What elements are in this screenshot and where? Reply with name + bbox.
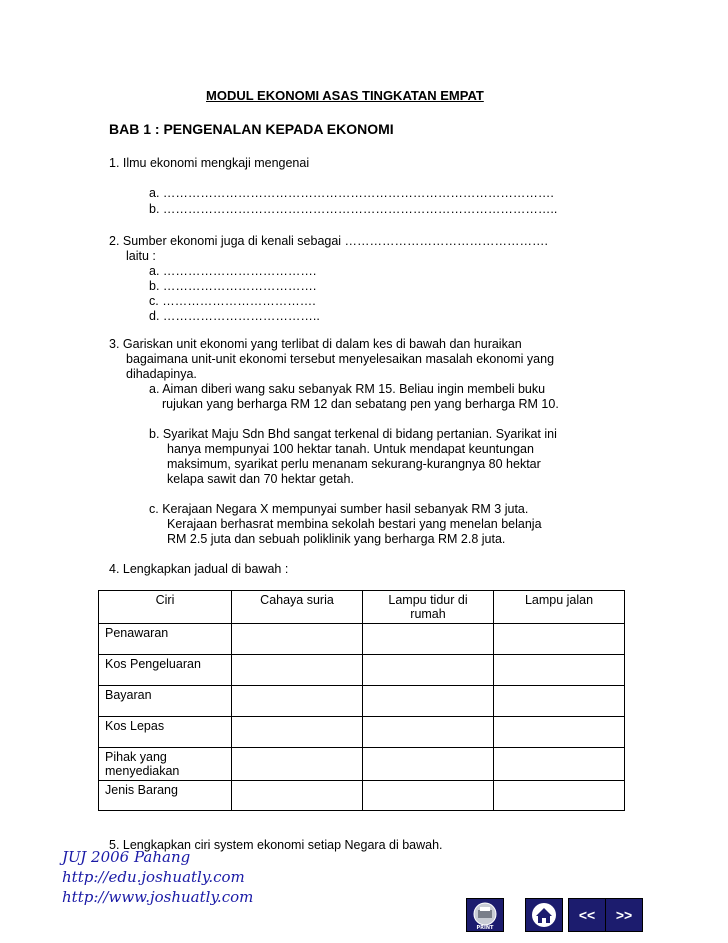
header-lampu-tidur bbox=[363, 591, 494, 624]
table-cell[interactable] bbox=[363, 717, 494, 748]
q2-answer-a: a. ………………………………. bbox=[149, 264, 317, 278]
characteristics-table bbox=[98, 590, 625, 811]
q3-case-b-line1: b. Syarikat Maju Sdn Bhd sangat terkenal di bidang pertanian. Syarikat ini bbox=[149, 427, 557, 441]
q3-case-a-line1: a. Aiman diberi wang saku sebanyak RM 15. Beliau ingin membeli buku bbox=[149, 382, 546, 396]
table-cell[interactable] bbox=[232, 655, 363, 686]
table-cell[interactable] bbox=[363, 781, 494, 811]
q3-case-b-line3: maksimum, syarikat perlu menanam sekurang-kurangnya 80 hektar bbox=[167, 457, 541, 471]
row-label: Kos Pengeluaran bbox=[99, 655, 232, 686]
page-title: MODUL EKONOMI ASAS TINGKATAN EMPAT bbox=[206, 88, 484, 103]
table-cell[interactable] bbox=[232, 781, 363, 811]
q2-answer-c: c. ………………………………. bbox=[149, 294, 316, 308]
table-cell[interactable] bbox=[232, 748, 363, 781]
table-row bbox=[99, 686, 625, 717]
q3-case-b-line2: hanya mempunyai 100 hektar tanah. Untuk mendapat keuntungan bbox=[167, 442, 534, 456]
question-3: 3. Gariskan unit ekonomi yang terlibat di dalam kes di bawah dan huraikan bbox=[109, 337, 522, 351]
question-2: 2. Sumber ekonomi juga di kenali sebagai …………………………………………. bbox=[109, 234, 549, 248]
q2-answer-b: b. ………………………………. bbox=[149, 279, 317, 293]
table-cell[interactable] bbox=[363, 686, 494, 717]
question-3-line2: bagaimana unit-unit ekonomi tersebut menyelesaikan masalah ekonomi yang bbox=[126, 352, 555, 366]
table-row bbox=[99, 748, 625, 781]
table-row bbox=[99, 781, 625, 811]
row-label: Kos Lepas bbox=[99, 717, 232, 748]
q3-case-c-line2: Kerajaan berhasrat membina sekolah bestari yang menelan belanja bbox=[167, 517, 542, 531]
q2-answer-d: d. ……………………………….. bbox=[149, 309, 320, 323]
chapter-heading: BAB 1 : PENGENALAN KEPADA EKONOMI bbox=[109, 121, 394, 137]
home-icon bbox=[526, 899, 562, 931]
row-label: Jenis Barang bbox=[99, 781, 232, 811]
q3-case-a-line2: rujukan yang berharga RM 12 dan sebatang pen yang berharga RM 10. bbox=[162, 397, 559, 411]
table-header-row bbox=[99, 591, 625, 624]
q3-case-b-line4: kelapa sawit dan 70 hektar getah. bbox=[167, 472, 354, 486]
home-button[interactable] bbox=[525, 898, 563, 932]
question-5: 5. Lengkapkan ciri system ekonomi setiap Negara di bawah. bbox=[109, 838, 443, 852]
table-row bbox=[99, 624, 625, 655]
footer-source: JUJ 2006 Pahang bbox=[62, 848, 191, 866]
header-cahaya-suria: Cahaya suria bbox=[232, 591, 363, 624]
table-cell[interactable] bbox=[494, 655, 625, 686]
footer-link-www[interactable]: http://www.joshuatly.com bbox=[62, 888, 254, 906]
next-page-button[interactable]: >> bbox=[605, 898, 643, 932]
table-cell[interactable] bbox=[363, 748, 494, 781]
header-lampu-jalan: Lampu jalan bbox=[494, 591, 625, 624]
question-3-line3: dihadapinya. bbox=[126, 367, 197, 381]
table-cell[interactable] bbox=[494, 624, 625, 655]
prev-page-button[interactable]: << bbox=[568, 898, 606, 932]
table-cell[interactable] bbox=[232, 624, 363, 655]
table-cell[interactable] bbox=[494, 748, 625, 781]
row-label bbox=[99, 748, 232, 781]
table-row bbox=[99, 655, 625, 686]
q1-answer-a: a. …………………………………………………………………………………. bbox=[149, 186, 554, 200]
table-cell[interactable] bbox=[494, 686, 625, 717]
row-label: Penawaran bbox=[99, 624, 232, 655]
table-row bbox=[99, 717, 625, 748]
question-1: 1. Ilmu ekonomi mengkaji mengenai bbox=[109, 156, 310, 170]
question-2-line2: laitu : bbox=[126, 249, 156, 263]
q1-answer-b: b. ………………………………………………………………………………….. bbox=[149, 202, 558, 216]
table-cell[interactable] bbox=[363, 624, 494, 655]
table-cell[interactable] bbox=[494, 781, 625, 811]
q3-case-c-line3: RM 2.5 juta dan sebuah poliklinik yang berharga RM 2.8 juta. bbox=[167, 532, 506, 546]
table-cell[interactable] bbox=[232, 686, 363, 717]
question-4: 4. Lengkapkan jadual di bawah : bbox=[109, 562, 289, 576]
footer-link-edu[interactable]: http://edu.joshuatly.com bbox=[62, 868, 245, 886]
q3-case-c-line1: c. Kerajaan Negara X mempunyai sumber hasil sebanyak RM 3 juta. bbox=[149, 502, 529, 516]
print-icon bbox=[467, 899, 503, 931]
print-label: PRINT bbox=[476, 925, 494, 931]
table-cell[interactable] bbox=[363, 655, 494, 686]
header-lampu-tidur-label: Lampu tidur di rumah bbox=[388, 593, 468, 621]
print-button[interactable] bbox=[466, 898, 504, 932]
table-cell[interactable] bbox=[494, 717, 625, 748]
row-label: Bayaran bbox=[99, 686, 232, 717]
row-label-text: Pihak yang menyediakan bbox=[105, 750, 180, 778]
header-ciri: Ciri bbox=[99, 591, 232, 624]
table-cell[interactable] bbox=[232, 717, 363, 748]
